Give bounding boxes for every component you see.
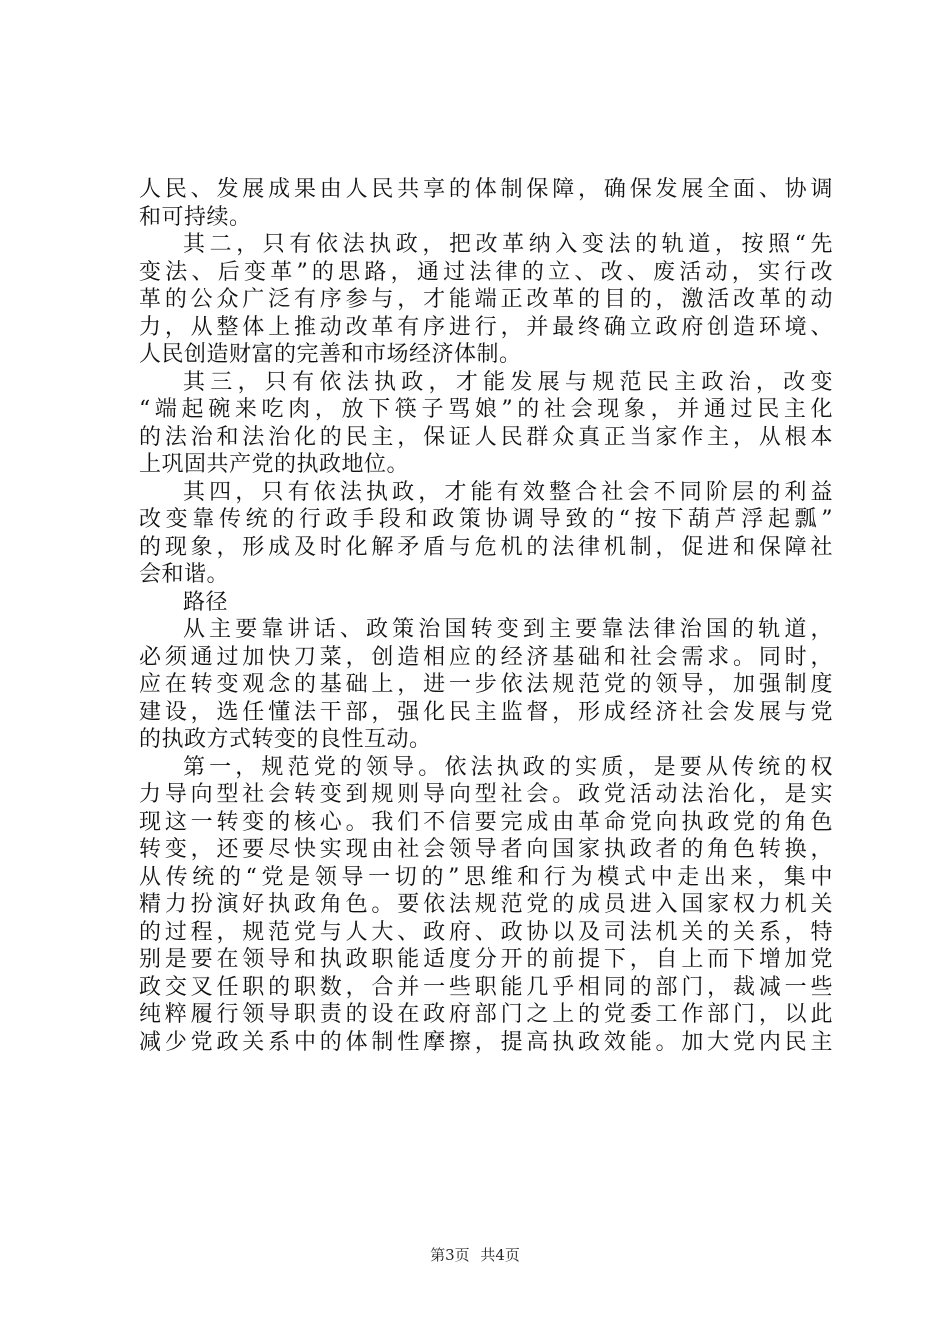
document-body [139,176,833,1056]
text-line: 建设，选任懂法干部，强化民主监督，形成经济社会发展与党 [139,699,833,725]
text-line: 力，从整体上推动改革有序进行，并最终确立政府创造环境、 [139,314,833,340]
text-line: “端起碗来吃肉，放下筷子骂娘”的社会现象，并通过民主化 [139,397,833,422]
text-line: 改变靠传统的行政手段和政策协调导致的“按下葫芦浮起瓢” [139,507,833,532]
text-line: 减少党政关系中的体制性摩擦，提高执政效能。加大党内民主 [139,1029,833,1055]
text-line: 的执政方式转变的良性互动。 [139,727,432,752]
text-line: 纯粹履行领导职责的设在政府部门之上的党委工作部门，以此 [139,1002,833,1027]
text-line: 革的公众广泛有序参与，才能端正改革的目的，激活改革的动 [139,287,833,312]
text-line: 政交叉任职的职数，合并一些职能几乎相同的部门，裁减一些 [139,974,833,1000]
text-line: 的现象，形成及时化解矛盾与危机的法律机制，促进和保障社 [139,534,833,560]
page-total: 共4页 [480,1246,520,1264]
text-line: 别是要在领导和执政职能适度分开的前提下，自上而下增加党 [139,947,833,972]
text-line: 其三，只有依法执政，才能发展与规范民主政治，改变 [183,369,833,395]
text-line: 精力扮演好执政角色。要依法规范党的成员进入国家权力机关 [139,892,833,917]
text-line: 现这一转变的核心。我们不信要完成由革命党向执政党的角色 [139,809,833,835]
text-line: 转变，还要尽快实现由社会领导者向国家执政者的角色转换， [139,837,833,862]
text-line: 力导向型社会转变到规则导向型社会。政党活动法治化，是实 [139,782,833,807]
text-line: 其四，只有依法执政，才能有效整合社会不同阶层的利益 [183,479,833,505]
text-line: 人民创造财富的完善和市场经济体制。 [139,342,522,367]
text-line: 其二，只有依法执政，把改革纳入变法的轨道，按照“先 [183,232,833,257]
text-line: 必须通过加快刀菜，创造相应的经济基础和社会需求。同时， [139,644,833,670]
text-line: 从传统的“党是领导一切的”思维和行为模式中走出来，集中 [139,864,833,890]
text-line: 第一，规范党的领导。依法执政的实质，是要从传统的权 [183,754,833,780]
page-number: 第3页 [430,1246,470,1264]
page-footer [0,1244,950,1265]
text-line: 路径 [183,589,229,615]
text-line: 从主要靠讲话、政策治国转变到主要靠法律治国的轨道， [183,617,833,642]
text-line: 人民、发展成果由人民共享的体制保障，确保发展全面、协调 [139,177,833,202]
text-line: 变法、后变革”的思路，通过法律的立、改、废活动，实行改 [139,259,833,285]
text-line: 会和谐。 [139,562,230,587]
text-line: 应在转变观念的基础上，进一步依法规范党的领导，加强制度 [139,672,833,697]
text-line: 和可持续。 [139,204,252,230]
text-line: 的过程，规范党与人大、政府、政协以及司法机关的关系，特 [139,919,833,945]
text-line: 上巩固共产党的执政地位。 [139,452,410,477]
text-line: 的法治和法治化的民主，保证人民群众真正当家作主，从根本 [139,424,833,450]
